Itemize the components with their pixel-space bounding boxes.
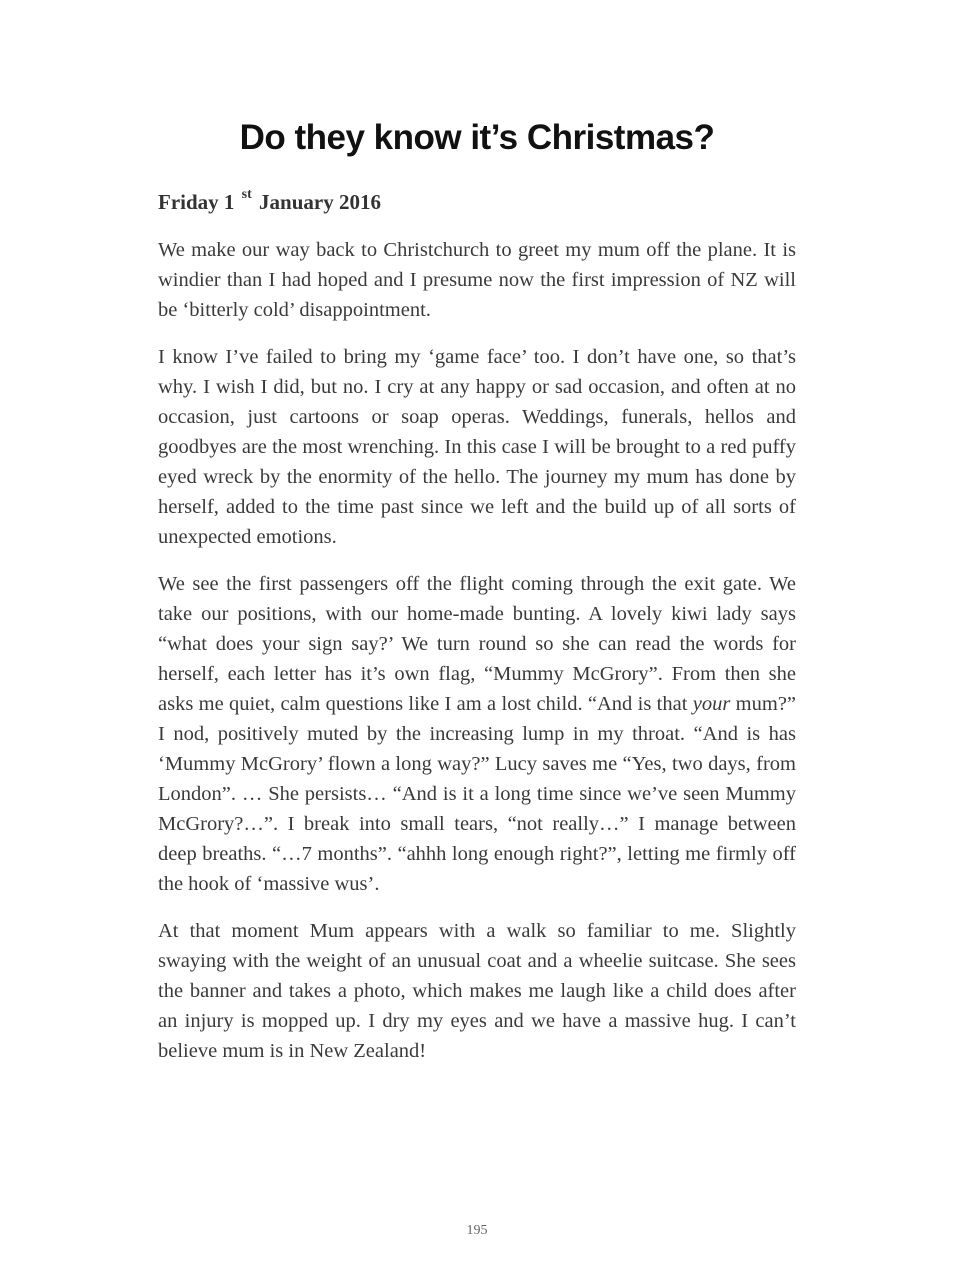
- diary-date: [158, 187, 381, 215]
- paragraph-2: I know I’ve failed to bring my ‘game face’ too. I don’t have one, so that’s why. I wish I did, but no. I cry at any happy or sad occasion, and often at no occasion, just cartoons or soap operas. Weddings, funerals, hellos and goodbyes are the most wrenching. In this case I will be brought to a red puffy eyed wreck by the enormity of the hello. The journey my mum has done by herself, added to the time past since we left and the build up of all sorts of unexpected emotions.: [158, 346, 796, 548]
- paragraph-1: We make our way back to Christchurch to greet my mum off the plane. It is windier than I had hoped and I presume now the first impression of NZ will be ‘bitterly cold’ disappointment.: [158, 239, 796, 321]
- chapter-title: Do they know it’s Christmas?: [239, 118, 715, 157]
- paragraph-3: [158, 569, 796, 899]
- paragraph-3-italic-word: your: [692, 693, 731, 715]
- chapter-body: [158, 235, 796, 1083]
- date-month-year: January 2016: [259, 190, 381, 214]
- paragraph-4: At that moment Mum appears with a walk so familiar to me. Slightly swaying with the weight of an unusual coat and a wheelie suitcase. She sees the banner and takes a photo, which makes me laugh like a child does after an injury is mopped up. I dry my eyes and we have a massive hug. I can’t believe mum is in New Zealand!: [158, 920, 796, 1062]
- paragraph-3-part-2: mum?” I nod, positively muted by the increasing lump in my throat. “And is has ‘Mummy McGrory’ flown a long way?” Lucy saves me “Yes, two days, from London”. … She persists… “And is it a long time since we’ve seen Mummy McGrory?…”. I break into small tears, “not really…” I manage between deep breaths. “…7 months”. “ahhh long enough right?”, letting me firmly off the hook of ‘massive wus’.: [158, 693, 797, 895]
- date-ordinal-suffix: st: [241, 187, 252, 202]
- page-number: 195: [466, 1223, 488, 1238]
- date-day: Friday 1: [158, 190, 235, 214]
- paragraph-3-part-1: We see the first passengers off the flight coming through the exit gate. We take our positions, with our home-made bunting. A lovely kiwi lady says “what does your sign say?’ We turn round so she can read the words for herself, each letter has it’s own flag, “Mummy McGrory”. From then she asks me quiet, calm questions like I am a lost child. “And is that: [158, 573, 796, 715]
